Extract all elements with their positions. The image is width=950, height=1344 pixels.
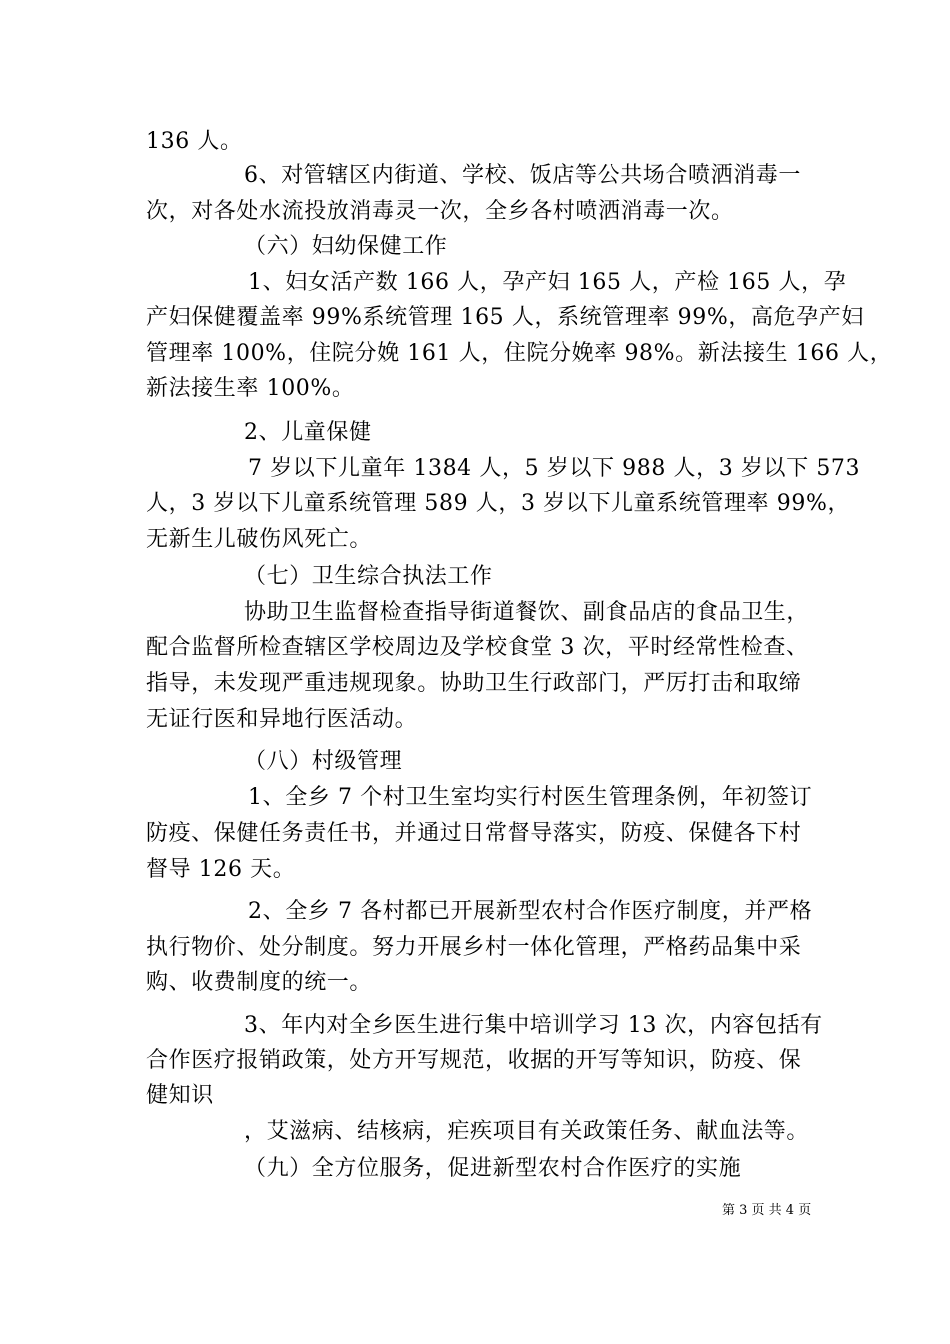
list-item-heading: 3、年内对全乡医生进行集中培训学习 13 次，内容包括有 (244, 1013, 823, 1038)
text-line: 健知识 (146, 1083, 214, 1108)
text-line: 无证行医和异地行医活动。 (146, 707, 418, 732)
text-line: 合作医疗报销政策，处方开写规范，收据的开写等知识，防疫、保 (146, 1048, 802, 1073)
text-line: 防疫、保健任务责任书，并通过日常督导落实，防疫、保健各下村 (146, 821, 802, 846)
page-number-footer: 第 3 页 共 4 页 (722, 1203, 812, 1218)
text-line: 136 人。 (146, 129, 243, 154)
text-line: ，艾滋病、结核病，疟疾项目有关政策任务、献血法等。 (244, 1119, 810, 1144)
text-line: 购、收费制度的统一。 (146, 970, 373, 995)
text-line: 产妇保健覆盖率 99%系统管理 165 人，系统管理率 99%，高危孕产妇 (146, 305, 864, 330)
text-line: 协助卫生监督检查指导街道餐饮、副食品店的食品卫生， (244, 600, 810, 625)
text-line: 指导，未发现严重违规现象。协助卫生行政部门，严厉打击和取缔 (146, 671, 802, 696)
section-heading: （八）村级管理 (244, 749, 403, 774)
text-line: 人，3 岁以下儿童系统管理 589 人，3 岁以下儿童系统管理率 99%， (146, 491, 851, 516)
section-heading: （九）全方位服务，促进新型农村合作医疗的实施 (244, 1156, 742, 1181)
list-item-heading: 1、妇女活产数 166 人，孕产妇 165 人，产检 165 人，孕 (248, 270, 847, 295)
list-item-heading: 2、全乡 7 各村都已开展新型农村合作医疗制度，并严格 (248, 899, 813, 924)
text-line: 7 岁以下儿童年 1384 人，5 岁以下 988 人，3 岁以下 573 (248, 456, 861, 481)
list-item-heading: 6、对管辖区内街道、学校、饭店等公共场合喷洒消毒一 (244, 163, 801, 188)
text-line: 次，对各处水流投放消毒灵一次，全乡各村喷洒消毒一次。 (146, 199, 734, 224)
list-item-heading: 1、全乡 7 个村卫生室均实行村医生管理条例，年初签订 (248, 785, 813, 810)
text-line: 新法接生率 100%。 (146, 376, 355, 401)
text-line: 无新生儿破伤风死亡。 (146, 527, 373, 552)
text-line: 督导 126 天。 (146, 857, 296, 882)
subsection-heading: 2、儿童保健 (244, 420, 372, 445)
section-heading: （六）妇幼保健工作 (244, 234, 448, 259)
text-line: 配合监督所检查辖区学校周边及学校食堂 3 次，平时经常性检查、 (146, 635, 809, 660)
text-line: 执行物价、处分制度。努力开展乡村一体化管理，严格药品集中采 (146, 935, 802, 960)
text-line: 管理率 100%，住院分娩 161 人，住院分娩率 98%。新法接生 166 人， (146, 341, 893, 366)
section-heading: （七）卫生综合执法工作 (244, 564, 493, 589)
